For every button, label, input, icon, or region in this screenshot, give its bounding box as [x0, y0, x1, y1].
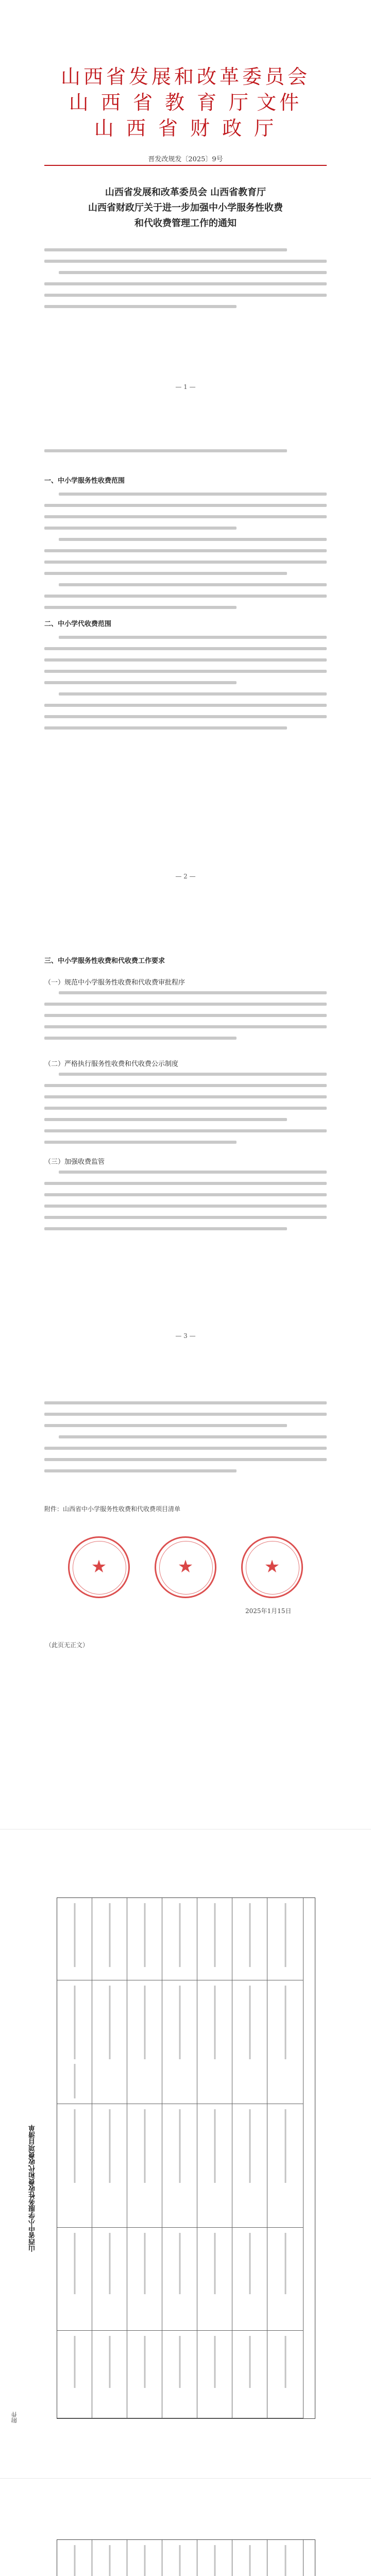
subsection1-text: [44, 991, 327, 1048]
page-1: [0, 0, 371, 418]
text-line: [59, 1435, 327, 1438]
seal-3: [241, 1536, 303, 1598]
page2-intro: [44, 449, 327, 461]
page-number-1: — 1 —: [175, 383, 196, 391]
text-line: [44, 1458, 327, 1461]
table-cell: [232, 2104, 267, 2228]
text-line: [44, 1084, 327, 1087]
subsection3-text: [44, 1171, 327, 1239]
text-line: [44, 670, 327, 673]
page-3: [0, 907, 371, 1366]
text-line: [44, 681, 237, 684]
subheading-3: （三）加强收费监管: [44, 1158, 105, 1166]
table-cell: [57, 2104, 92, 2228]
document-title-line-3: 和代收费管理工作的通知: [134, 218, 237, 229]
page-number-2: — 2 —: [175, 873, 196, 880]
issuer-line-1: 山西省发展和改革委员会: [60, 65, 310, 88]
text-line: [59, 271, 327, 274]
text-line: [44, 606, 237, 609]
text-line: [44, 1095, 327, 1098]
subheading-1: （一）规范中小学服务性收费和代收费审批程序: [44, 979, 185, 987]
text-line: [44, 449, 287, 452]
table-cell: [267, 1980, 303, 2104]
text-line: [44, 1025, 327, 1028]
table-cell: [92, 1898, 127, 1980]
page-4: [0, 1365, 371, 1829]
table-cell: [197, 2540, 232, 2576]
text-line: [44, 1216, 327, 1219]
table-cell: [162, 1898, 197, 1980]
text-line: [44, 1447, 327, 1450]
text-line: [44, 704, 327, 707]
section-heading-2: 二、中小学代收费范围: [44, 620, 112, 628]
text-line: [44, 561, 327, 564]
table-cell: [232, 2540, 267, 2576]
subheading-2: （二）严格执行服务性收费和代收费公示制度: [44, 1060, 179, 1068]
table-cell: [197, 2331, 232, 2418]
table-cell: [232, 2331, 267, 2418]
text-line: [59, 692, 327, 696]
table-cell: [57, 2228, 92, 2331]
table-2: [57, 2539, 315, 2576]
text-line: [59, 1171, 327, 1174]
table-cell: [162, 1980, 197, 2104]
table-cell: [162, 2540, 197, 2576]
table-cell: [197, 1898, 232, 1980]
table-cell: [232, 1898, 267, 1980]
section-heading-3: 三、中小学服务性收费和代收费工作要求: [44, 957, 165, 965]
text-line: [44, 248, 287, 251]
attachment-line: 附件：山西省中小学服务性收费和代收费项目清单: [44, 1505, 181, 1513]
text-line: [59, 583, 327, 586]
text-line: [59, 636, 327, 639]
table-1-title: 山西省中小学服务性收费和代收费项目清单: [29, 2125, 37, 2252]
document-title-line-1: 山西省发展和改革委员会 山西省教育厅: [105, 187, 266, 198]
seal-1: [68, 1536, 130, 1598]
table-cell: [267, 2228, 303, 2331]
header-rule: [44, 165, 327, 166]
table-cell: [127, 2540, 162, 2576]
table-cell: [267, 2540, 303, 2576]
text-line: [44, 1424, 287, 1427]
text-line: [44, 305, 237, 308]
table-cell: [92, 2228, 127, 2331]
document-title-line-2: 山西省财政厅关于进一步加强中小学服务性收费: [88, 202, 283, 213]
page-2: [0, 417, 371, 907]
table-cell: [127, 2228, 162, 2331]
subsection2-text: [44, 1073, 327, 1152]
text-line: [59, 991, 327, 994]
text-line: [44, 647, 327, 650]
table-cell: [127, 1980, 162, 2104]
text-line: [44, 515, 327, 518]
table-cell: [267, 1898, 303, 1980]
section-heading-1: 一、中小学服务性收费范围: [44, 477, 125, 485]
table-1: [57, 1897, 315, 2419]
text-line: [44, 1193, 327, 1196]
table-cell: [92, 2104, 127, 2228]
table-cell: [197, 1980, 232, 2104]
table-cell: [162, 2228, 197, 2331]
text-line: [44, 1182, 327, 1185]
text-line: [44, 1413, 327, 1416]
table-cell: [267, 2331, 303, 2418]
text-line: [59, 1073, 327, 1076]
page-number-3: — 3 —: [175, 1332, 196, 1340]
table-cell: [127, 2331, 162, 2418]
text-line: [44, 1003, 327, 1006]
text-line: [44, 572, 287, 575]
issuer-line-2: 山 西 省 教 育 厅 文件: [69, 91, 302, 114]
table-2-grid: [57, 2540, 315, 2576]
table-cell: [57, 1898, 92, 1980]
table-cell: [267, 2104, 303, 2228]
section1-text: [44, 493, 327, 617]
table-page-2: [0, 2478, 371, 2576]
seal-2: [155, 1536, 216, 1598]
table-cell: [162, 2331, 197, 2418]
table-1-note: 附件: [11, 2412, 18, 2423]
text-line: [44, 549, 327, 552]
text-line: [44, 294, 327, 297]
table-cell: [127, 1898, 162, 1980]
closing-note: （此页无正文）: [45, 1641, 89, 1649]
text-line: [44, 595, 327, 598]
text-line: [44, 658, 327, 662]
text-line: [44, 1469, 237, 1472]
table-cell: [92, 1980, 127, 2104]
text-line: [44, 1014, 327, 1017]
text-line: [44, 1227, 287, 1230]
text-line: [44, 282, 327, 285]
text-line: [44, 715, 327, 718]
table-cell: [57, 1980, 92, 2104]
text-line: [44, 1205, 327, 1208]
date-line: 2025年1月15日: [245, 1607, 292, 1615]
text-line: [59, 538, 327, 541]
issuer-line-3: 山 西 省 财 政 厅: [94, 117, 277, 140]
table-cell: [57, 2540, 92, 2576]
text-line: [44, 260, 327, 263]
table-cell: [92, 2540, 127, 2576]
table-1-grid: [57, 1898, 315, 2418]
table-cell: [162, 2104, 197, 2228]
table-cell: [232, 1980, 267, 2104]
section2-text: [44, 636, 327, 738]
table-cell: [57, 2331, 92, 2418]
table-cell: [197, 2104, 232, 2228]
text-line: [44, 504, 327, 507]
text-line: [44, 726, 287, 730]
text-line: [44, 1037, 237, 1040]
text-line: [59, 493, 327, 496]
text-line: [44, 527, 237, 530]
text-line: [44, 1141, 237, 1144]
table-page-1: [0, 1829, 371, 2479]
table-cell: [232, 2228, 267, 2331]
intro-paragraph: [44, 248, 327, 316]
table-cell: [92, 2331, 127, 2418]
text-line: [44, 1118, 287, 1121]
document-number: 晋发改规发〔2025〕9号: [148, 156, 223, 163]
table-cell: [127, 2104, 162, 2228]
text-line: [44, 1107, 327, 1110]
table-cell: [197, 2228, 232, 2331]
text-line: [44, 1401, 327, 1404]
text-line: [44, 1129, 327, 1132]
page4-text: [44, 1401, 327, 1481]
